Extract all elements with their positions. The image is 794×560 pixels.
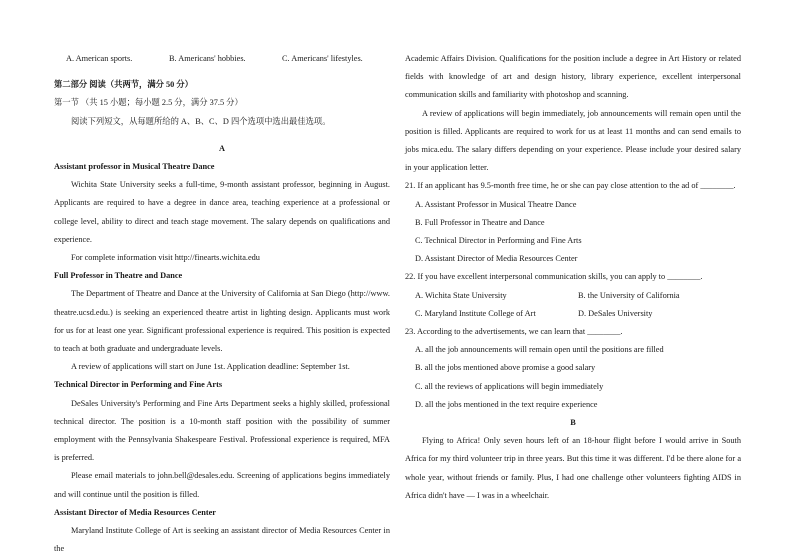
q22-option-d: D. DeSales University [578, 308, 653, 318]
q20-options [54, 50, 390, 68]
instruction: 阅读下列短文，从每题所给的 A、B、C、D 四个选项中选出最佳选项。 [71, 116, 331, 126]
job1-info: For complete information visit http://finearts.wichita.edu [71, 253, 260, 263]
job4-paragraph-cont: Academic Affairs Division. Qualifications for the position include a degree in Art History or related fields with knowledge of art and design history, library experience, excellent interpersonal communication skills and familiarity with photoshop and scanning. [405, 54, 741, 100]
job4-paragraph-start: Maryland Institute College of Art is seeking an assistant director of Media Resources Center in the [54, 526, 390, 554]
q22-option-a: A. Wichita State University [415, 290, 507, 300]
q23-option-d: D. all the jobs mentioned in the text require experience [415, 399, 598, 409]
job4-review: A review of applications will begin immediately, job announcements will remain open until the position is filled. Applicants are required to work for us at least 11 months and can send emails to jobs mica.edu. The salary differs depending on your experience. Please include your desired salary in your application letter. [405, 108, 741, 173]
q23-option-b: B. all the jobs mentioned above promise a good salary [415, 363, 596, 373]
job2-review: A review of applications will start on June 1st. Application deadline: September 1st. [71, 362, 350, 372]
q21-option-c: C. Technical Director in Performing and Fine Arts [415, 236, 582, 246]
q20-option-c: C. Americans' lifestyles. [282, 54, 363, 63]
passage-b-paragraph: Flying to Africa! Only seven hours left of an 18-hour flight before I would arrive in South Africa for my third volunteer trip in three years. But this time it was different. I'd be there alone for a whole year, without friends or family. Plus, I had one challenge other volunteers fighting AIDS in Africa didn't have — I was in a wheelchair. [405, 436, 741, 500]
question-22: 22. If you have excellent interpersonal communication skills, you can apply to ________. [405, 272, 703, 282]
q22-options-row2 [405, 305, 741, 323]
job3-paragraph: DeSales University's Performing and Fine Arts Department seeks a highly skilled, professional technical director. The position is a 10-month staff position with the possibility of summer employment with the Pennsylvania Shakespeare Festival. Professional experience is required, MFA is preferred. [54, 398, 390, 463]
section1-title: 第一节 （共 15 小题；每小题 2.5 分，满分 37.5 分） [54, 98, 243, 108]
job4-title: Assistant Director of Media Resources Center [54, 507, 216, 517]
q22-option-b: B. the University of California [578, 290, 680, 300]
question-21: 21. If an applicant has 9.5-month free time, he or she can pay close attention to the ad of ________. [405, 181, 736, 191]
right-column [405, 50, 741, 505]
job1-title: Assistant professor in Musical Theatre Dance [54, 162, 215, 172]
q21-option-d: D. Assistant Director of Media Resources Center [415, 254, 578, 264]
left-column [54, 50, 390, 558]
job1-paragraph: Wichita State University seeks a full-time, 9-month assistant professor, beginning in August. Applicants are required to have a degree in dance area, teaching experience at a professional or college level, ability to direct and teach stage movement. The salary depends on qualifications and experience. [54, 180, 390, 244]
q21-option-b: B. Full Professor in Theatre and Dance [415, 217, 545, 227]
q20-option-a: A. American sports. [66, 54, 133, 63]
q22-options-row1 [405, 287, 741, 305]
passage-b-label: B [570, 418, 576, 428]
job2-title: Full Professor in Theatre and Dance [54, 271, 183, 281]
q23-option-c: C. all the reviews of applications will begin immediately [415, 381, 604, 391]
q21-option-a: A. Assistant Professor in Musical Theatre Dance [415, 199, 577, 209]
q23-option-a: A. all the job announcements will remain open until the positions are filled [415, 345, 664, 355]
passage-a-label: A [219, 143, 225, 153]
job3-email: Please email materials to john.bell@desales.edu. Screening of applications begins immediately and will continue until the position is filled. [54, 471, 390, 499]
job2-paragraph: The Department of Theatre and Dance at the University of California at San Diego (http://www. theatre.ucsd.edu.) is seeking an experienced theatre artist in lighting design. Applicants must work for us for at least one year. Significant professional experience is required. This position is expected to teach at both graduate and undergraduate levels. [54, 289, 390, 354]
job3-title: Technical Director in Performing and Fine Arts [54, 380, 223, 390]
question-23: 23. According to the advertisements, we can learn that ________. [405, 327, 623, 337]
q22-option-c: C. Maryland Institute College of Art [415, 308, 536, 318]
part2-title: 第二部分 阅读（共两节，满分 50 分） [54, 80, 193, 90]
q20-option-b: B. Americans' hobbies. [169, 54, 246, 63]
